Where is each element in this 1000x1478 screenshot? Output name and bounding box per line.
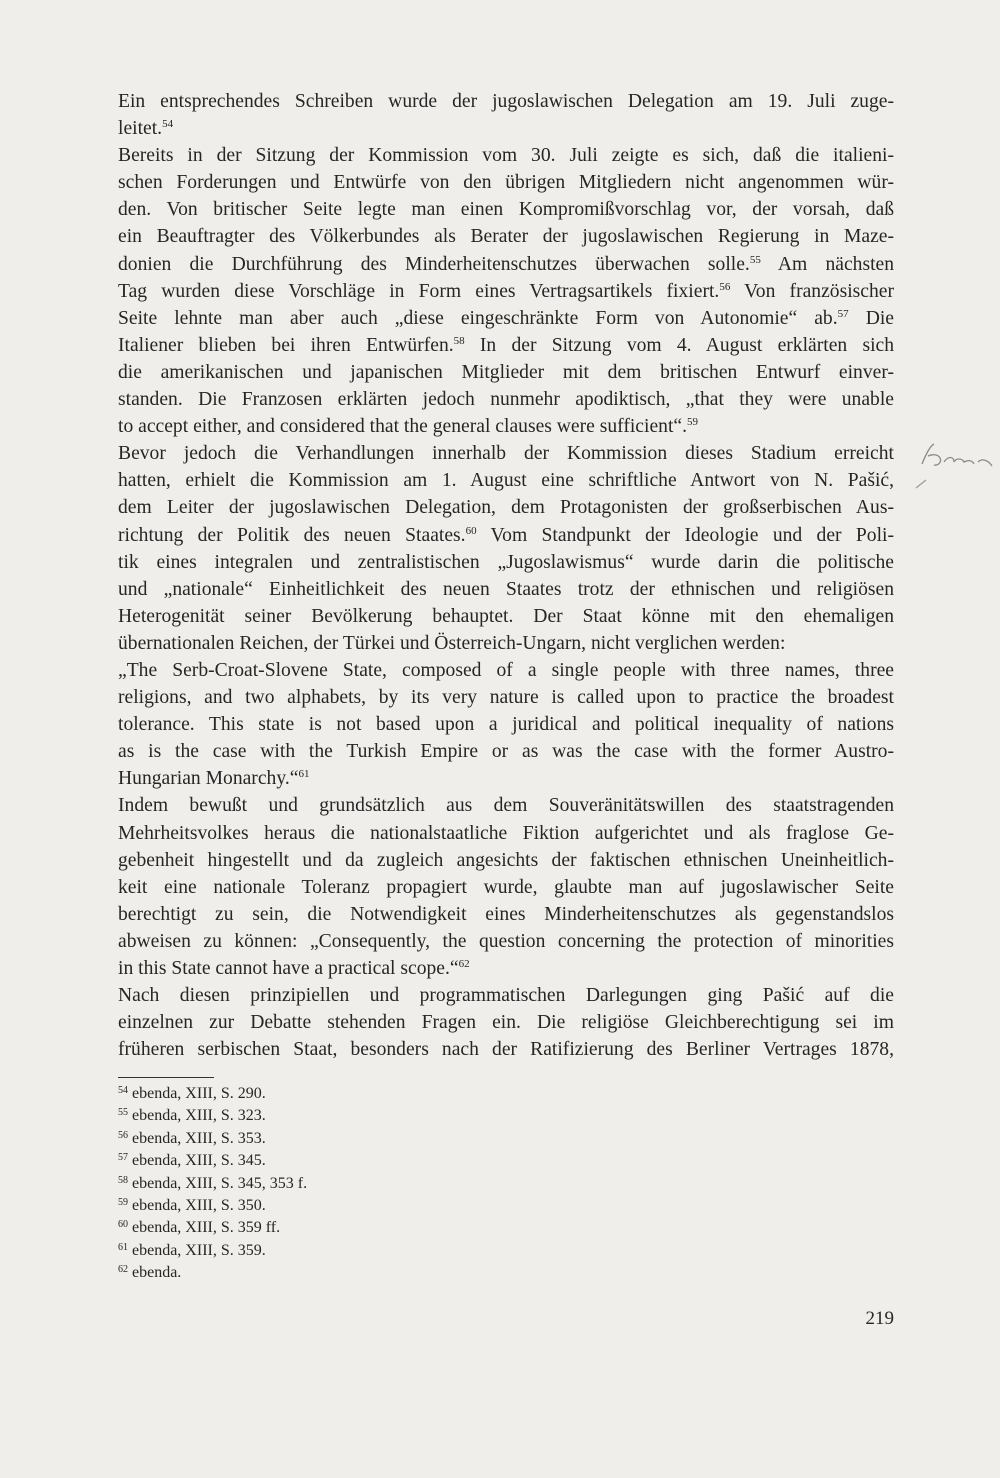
text-line: die amerikanischen und japanischen Mitglieder mit dem britischen Entwurf einver-: [118, 361, 894, 383]
footnote-ref: 59: [686, 416, 698, 429]
text-line: Bereits in der Sitzung der Kommission vom 30. Juli zeigte es sich, daß die italieni-: [118, 145, 894, 167]
text-line: schen Forderungen und Entwürfe von den übrigen Mitgliedern nicht angenommen wür-: [118, 172, 894, 194]
text-line: keit eine nationale Toleranz propagiert wurde, glaubte man auf jugoslawischer Seite: [118, 876, 894, 898]
footnote: [118, 1083, 518, 1105]
handwritten-annotation-icon: [912, 432, 1000, 492]
text-line: in this State cannot have a practical scope.“$^{62}$: [118, 958, 470, 979]
text-line: religions, and two alphabets, by its very nature is called upon to practice the broadest: [118, 687, 894, 709]
text-line: und „nationale“ Einheitlichkeit des neuen Staates trotz der ethnischen und religiösen: [118, 578, 894, 600]
footnote-number: 60: [118, 1219, 128, 1231]
text-line: Seite lehnte man aber auch „diese eingeschränkte Form von Autonomie“ ab.$^{57}$ Die: [118, 307, 894, 329]
footnote-ref: 55: [749, 253, 761, 266]
footnote-ref: 58: [453, 334, 465, 347]
text-line: as is the case with the Turkish Empire or as was the case with the former Austro-: [118, 741, 894, 763]
text-line: früheren serbischen Staat, besonders nach der Ratifizierung des Berliner Vertrages 1878,: [118, 1039, 894, 1061]
footnote-text: ebenda, XIII, S. 323.: [132, 1107, 266, 1125]
text-line: Tag wurden diese Vorschläge in Form eines Vertragsartikels fixiert.$^{56}$ Von französischer: [118, 280, 894, 302]
footnote-number: 62: [118, 1264, 128, 1276]
text-line: richtung der Politik des neuen Staates.$^{60}$ Vom Standpunkt der Ideologie und der Poli-: [118, 524, 895, 546]
text-line: Mehrheitsvolkes heraus die nationalstaatliche Fiktion aufgerichtet und als fraglose Ge-: [118, 822, 894, 844]
footnote: [118, 1128, 518, 1150]
footnote-text: ebenda, XIII, S. 290.: [132, 1085, 266, 1102]
footnote-text: ebenda, XIII, S. 359 ff.: [132, 1219, 281, 1237]
footnote-ref: 61: [298, 768, 310, 781]
text-line: hatten, erhielt die Kommission am 1. August eine schriftliche Antwort von N. Pašić,: [118, 470, 894, 492]
text-line: ein Beauftragter des Völkerbundes als Berater der jugoslawischen Regierung in Maze-: [118, 226, 894, 248]
footnote-ref: 57: [837, 307, 849, 320]
body-text: [118, 88, 894, 1063]
text-line: donien die Durchführung des Minderheitenschutzes überwachen solle.$^{55}$ Am nächsten: [118, 253, 895, 275]
footnote-number: 61: [118, 1241, 128, 1253]
text-line: leitet.$^{54}$: [118, 118, 174, 140]
text-line: abweisen zu können: „Consequently, the question concerning the protection of minorities: [118, 930, 894, 952]
text-line: Bevor jedoch die Verhandlungen innerhalb der Kommission dieses Stadium erreicht: [118, 443, 894, 465]
footnote-text: ebenda, XIII, S. 359.: [132, 1241, 266, 1259]
text-line: Indem bewußt und grundsätzlich aus dem Souveränitätswillen des staatstragenden: [118, 795, 894, 817]
footnote-number: 57: [118, 1152, 128, 1164]
footnote: [118, 1150, 518, 1172]
footnote-divider: [118, 1077, 214, 1078]
text-line: „The Serb-Croat-Slovene State, composed of a single people with three names, three: [118, 659, 894, 681]
text-line: einzelnen zur Debatte stehenden Fragen ein. Die religiöse Gleichberechtigung sei im: [118, 1012, 894, 1034]
footnote-text: ebenda, XIII, S. 345.: [132, 1152, 266, 1170]
footnote: [118, 1217, 518, 1239]
footnote-number: 58: [118, 1174, 128, 1186]
footnote: [118, 1173, 518, 1195]
footnote-number: 54: [118, 1085, 128, 1096]
page-number: 219: [865, 1308, 894, 1329]
footnote-number: 59: [118, 1197, 128, 1209]
footnote-ref: 56: [719, 280, 731, 293]
footnote-number: 55: [118, 1107, 128, 1119]
footnote-text: ebenda, XIII, S. 350.: [132, 1197, 266, 1215]
footnote: [118, 1105, 518, 1127]
text-line: dem Leiter der jugoslawischen Delegation, dem Protagonisten der großserbischen Aus-: [118, 497, 894, 519]
footnote-text: ebenda, XIII, S. 353.: [132, 1129, 266, 1147]
text-line: to accept either, and considered that the general clauses were sufficient“.$^{59}$: [118, 416, 698, 438]
footnote-ref: 62: [458, 958, 470, 970]
text-line: Ein entsprechendes Schreiben wurde der jugoslawischen Delegation am 19. Juli zuge-: [118, 91, 894, 112]
text-line: tik eines integralen und zentralistischen „Jugoslawismus“ wurde darin die politische: [118, 551, 894, 573]
text-line: berechtigt zu sein, die Notwendigkeit eines Minderheitenschutzes als gegenstandslos: [118, 903, 894, 925]
footnote-ref: 60: [465, 524, 477, 537]
footnote-text: ebenda.: [132, 1264, 182, 1282]
text-line: tolerance. This state is not based upon a juridical and political inequality of nations: [118, 714, 894, 736]
footnote: [118, 1195, 518, 1217]
footnotes: [118, 1083, 518, 1285]
text-line: übernationalen Reichen, der Türkei und Österreich-Ungarn, nicht verglichen werden:: [118, 632, 786, 654]
footnote-ref: 54: [162, 118, 174, 131]
footnote: [118, 1262, 518, 1284]
footnote-text: ebenda, XIII, S. 345, 353 f.: [132, 1174, 308, 1192]
text-line: gebenheit hingestellt und da zugleich angesichts der faktischen ethnischen Uneinheitlich-: [118, 849, 894, 871]
text-line: standen. Die Franzosen erklärten jedoch nunmehr apodiktisch, „that they were unable: [118, 389, 894, 411]
text-line: Heterogenität seiner Bevölkerung behauptet. Der Staat könne mit den ehemaligen: [118, 605, 894, 627]
text-line: Nach diesen prinzipiellen und programmatischen Darlegungen ging Pašić auf die: [118, 985, 894, 1007]
text-line: Italiener blieben bei ihren Entwürfen.$^{58}$ In der Sitzung vom 4. August erklärten sich: [118, 334, 894, 356]
footnote: [118, 1240, 518, 1262]
text-line: den. Von britischer Seite legte man einen Kompromißvorschlag vor, der vorsah, daß: [118, 199, 894, 221]
text-line: Hungarian Monarchy.“$^{61}$: [118, 768, 310, 790]
footnote-number: 56: [118, 1129, 128, 1141]
